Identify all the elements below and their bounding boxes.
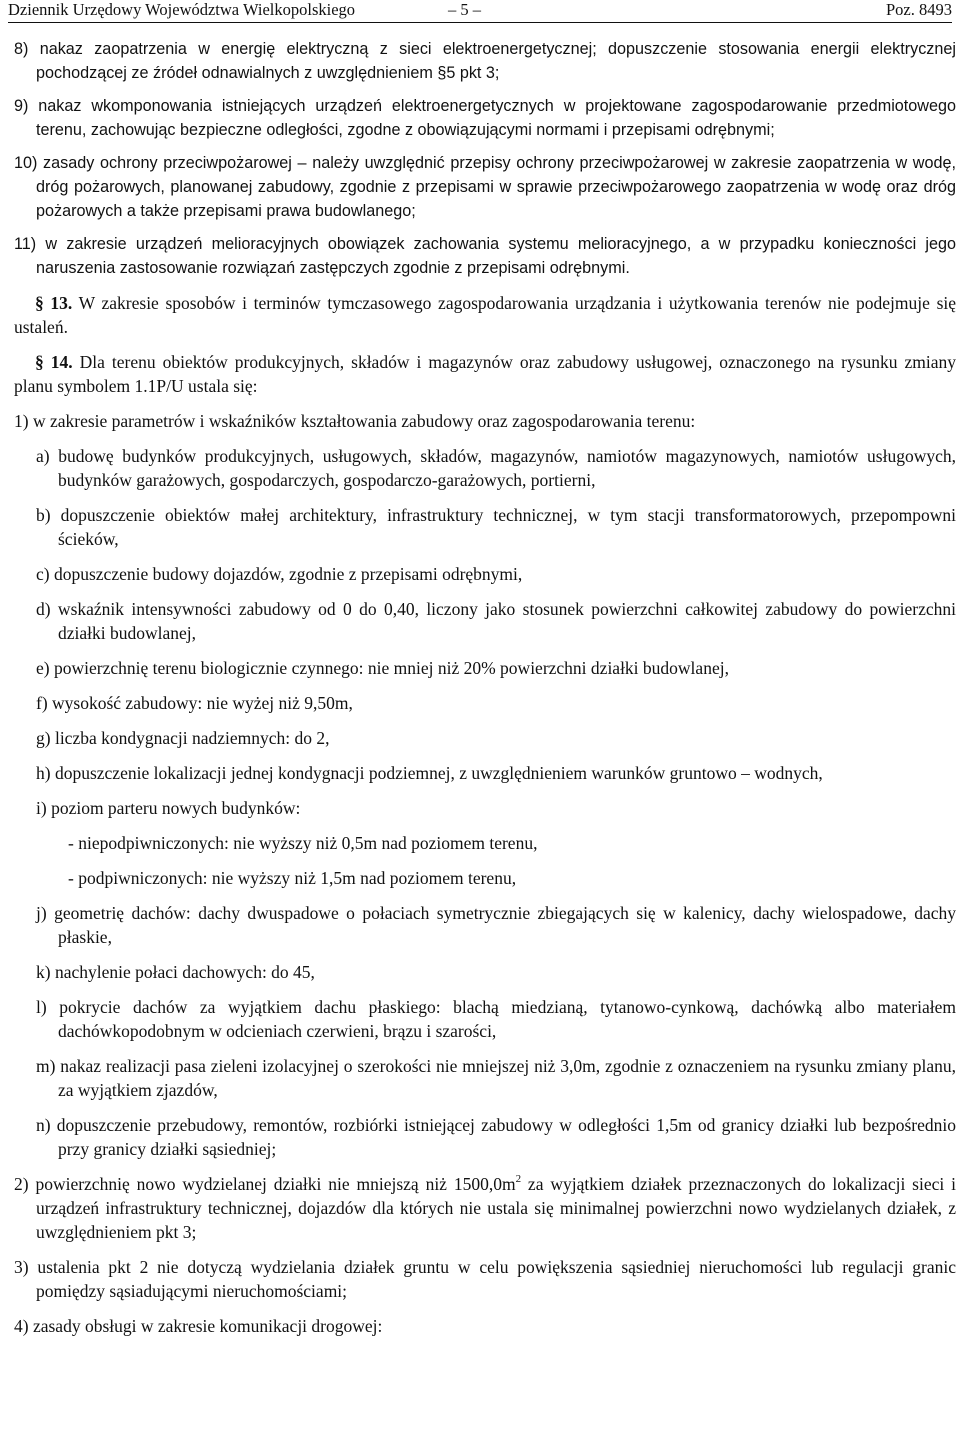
subpoint-l: l) pokrycie dachów za wyjątkiem dachu płaskiego: blachą miedzianą, tytanowo-cynkową, dachówką albo materiałem dachówkopodobnym w odcieniach czerwieni, brązu i szarości, <box>36 997 956 1041</box>
item-10: 10) zasady ochrony przeciwpożarowej – należy uwzględnić przepisy ochrony przeciwpożarowej w zakresie zaopatrzenia w wodę, dróg pożarowych, planowanej zabudowy, zgodnie z przepisami w sprawie przeciwpożarowego zaopatrzenia w wodę oraz dróg pożarowych a także przepisami prawa budowlanego; <box>14 154 956 220</box>
point-4: 4) zasady obsługi w zakresie komunikacji drogowej: <box>14 1316 383 1336</box>
point-2-text-a: 2) powierzchnię nowo wydzielanej działki nie mniejszą niż 1500,0m <box>14 1174 516 1194</box>
section-13-number: § 13. <box>35 293 73 313</box>
item-9: 9) nakaz wkomponowania istniejących urządzeń elektroenergetycznych w projektowane zagospodarowanie przedmiotowego terenu, zachowując bezpieczne odległości, zgodne z obowiązującymi normami i przepisami odrębnymi; <box>14 97 956 139</box>
subpoint-f: f) wysokość zabudowy: nie wyżej niż 9,50m, <box>36 693 353 713</box>
journal-title: Dziennik Urzędowy Województwa Wielkopolskiego <box>8 0 356 19</box>
document-body <box>14 37 956 1338</box>
subpoint-i-dash-2: - podpiwniczonych: nie wyższy niż 1,5m nad poziomem terenu, <box>68 868 517 888</box>
subpoint-m: m) nakaz realizacji pasa zieleni izolacyjnej o szerokości nie mniejszej niż 3,0m, zgodnie z oznaczeniem na rysunku zmiany planu, za wyjątkiem zjazdów, <box>36 1056 956 1100</box>
section-14-text: Dla terenu obiektów produkcyjnych, składów i magazynów oraz zabudowy usługowej, oznaczonego na rysunku zmiany planu symbolem 1.1P/U ustala się: <box>14 352 957 396</box>
subpoint-i-dash-1: - niepodpiwniczonych: nie wyższy niż 0,5m nad poziomem terenu, <box>68 833 538 853</box>
subpoint-h: h) dopuszczenie lokalizacji jednej kondygnacji podziemnej, z uwzględnieniem warunków gruntowo – wodnych, <box>36 763 823 783</box>
section-14-number: § 14. <box>35 352 73 372</box>
subpoint-k: k) nachylenie połaci dachowych: do 45, <box>36 962 315 982</box>
item-8: 8) nakaz zaopatrzenia w energię elektryczną z sieci elektroenergetycznej; dopuszczenie stosowania energii elektrycznej pochodzącej ze źródeł odnawialnych z uwzględnieniem §5 pkt 3; <box>14 40 956 82</box>
page-number: – 5 – <box>448 0 481 19</box>
point-3: 3) ustalenia pkt 2 nie dotyczą wydzielania działek gruntu w celu powiększenia sąsiedniej nieruchomości lub regulacji granic pomiędzy sąsiadującymi nieruchomościami; <box>14 1257 956 1301</box>
subpoint-i: i) poziom parteru nowych budynków: <box>36 798 301 818</box>
position-number: Poz. 8493 <box>886 0 952 19</box>
subpoint-n: n) dopuszczenie przebudowy, remontów, rozbiórki istniejącej zabudowy w odległości 1,5m od granicy działki lub bezpośrednio przy granicy działki sąsiedniej; <box>36 1115 956 1159</box>
section-14 <box>14 350 956 398</box>
item-11: 11) w zakresie urządzeń melioracyjnych obowiązek zachowania systemu melioracyjnego, a w przypadku konieczności jego naruszenia zastosowanie rozwiązań zastępczych zgodnie z przepisami odrębnymi. <box>14 235 956 277</box>
point-2 <box>14 1172 956 1244</box>
subpoint-j: j) geometrię dachów: dachy dwuspadowe o połaciach symetrycznie zbiegających się w kalenicy, dachy wielospadowe, dachy płaskie, <box>36 903 956 947</box>
subpoint-c: c) dopuszczenie budowy dojazdów, zgodnie z przepisami odrębnymi, <box>36 564 523 584</box>
point-1: 1) w zakresie parametrów i wskaźników kształtowania zabudowy oraz zagospodarowania terenu: <box>14 411 696 431</box>
point-2-superscript: 2 <box>515 1173 522 1186</box>
point-2-text-b: za wyjątkiem działek przeznaczonych do lokalizacji sieci i urządzeń infrastruktury technicznej, dojazdów dla których nie ustala się minimalnej powierzchni nowo wydzielanych działek, z uwzględnieniem pkt 3; <box>36 1174 956 1242</box>
subpoint-g: g) liczba kondygnacji nadziemnych: do 2, <box>36 728 330 748</box>
subpoint-d: d) wskaźnik intensywności zabudowy od 0 do 0,40, liczony jako stosunek powierzchni całkowitej zabudowy do powierzchni działki budowlanej, <box>36 599 956 643</box>
subpoint-a: a) budowę budynków produkcyjnych, usługowych, składów, magazynów, namiotów magazynowych, namiotów usługowych, budynków garażowych, gospodarczych, gospodarczo-garażowych, portierni, <box>36 446 956 490</box>
page-header <box>8 0 952 23</box>
section-13 <box>14 291 956 339</box>
subpoint-b: b) dopuszczenie obiektów małej architektury, infrastruktury technicznej, w tym stacji transformatorowych, przepompowni ścieków, <box>36 505 956 549</box>
subpoint-e: e) powierzchnię terenu biologicznie czynnego: nie mniej niż 20% powierzchni działki budowlanej, <box>36 658 729 678</box>
section-13-text: W zakresie sposobów i terminów tymczasowego zagospodarowania urządzania i użytkowania terenów nie podejmuje się ustaleń. <box>14 293 957 337</box>
